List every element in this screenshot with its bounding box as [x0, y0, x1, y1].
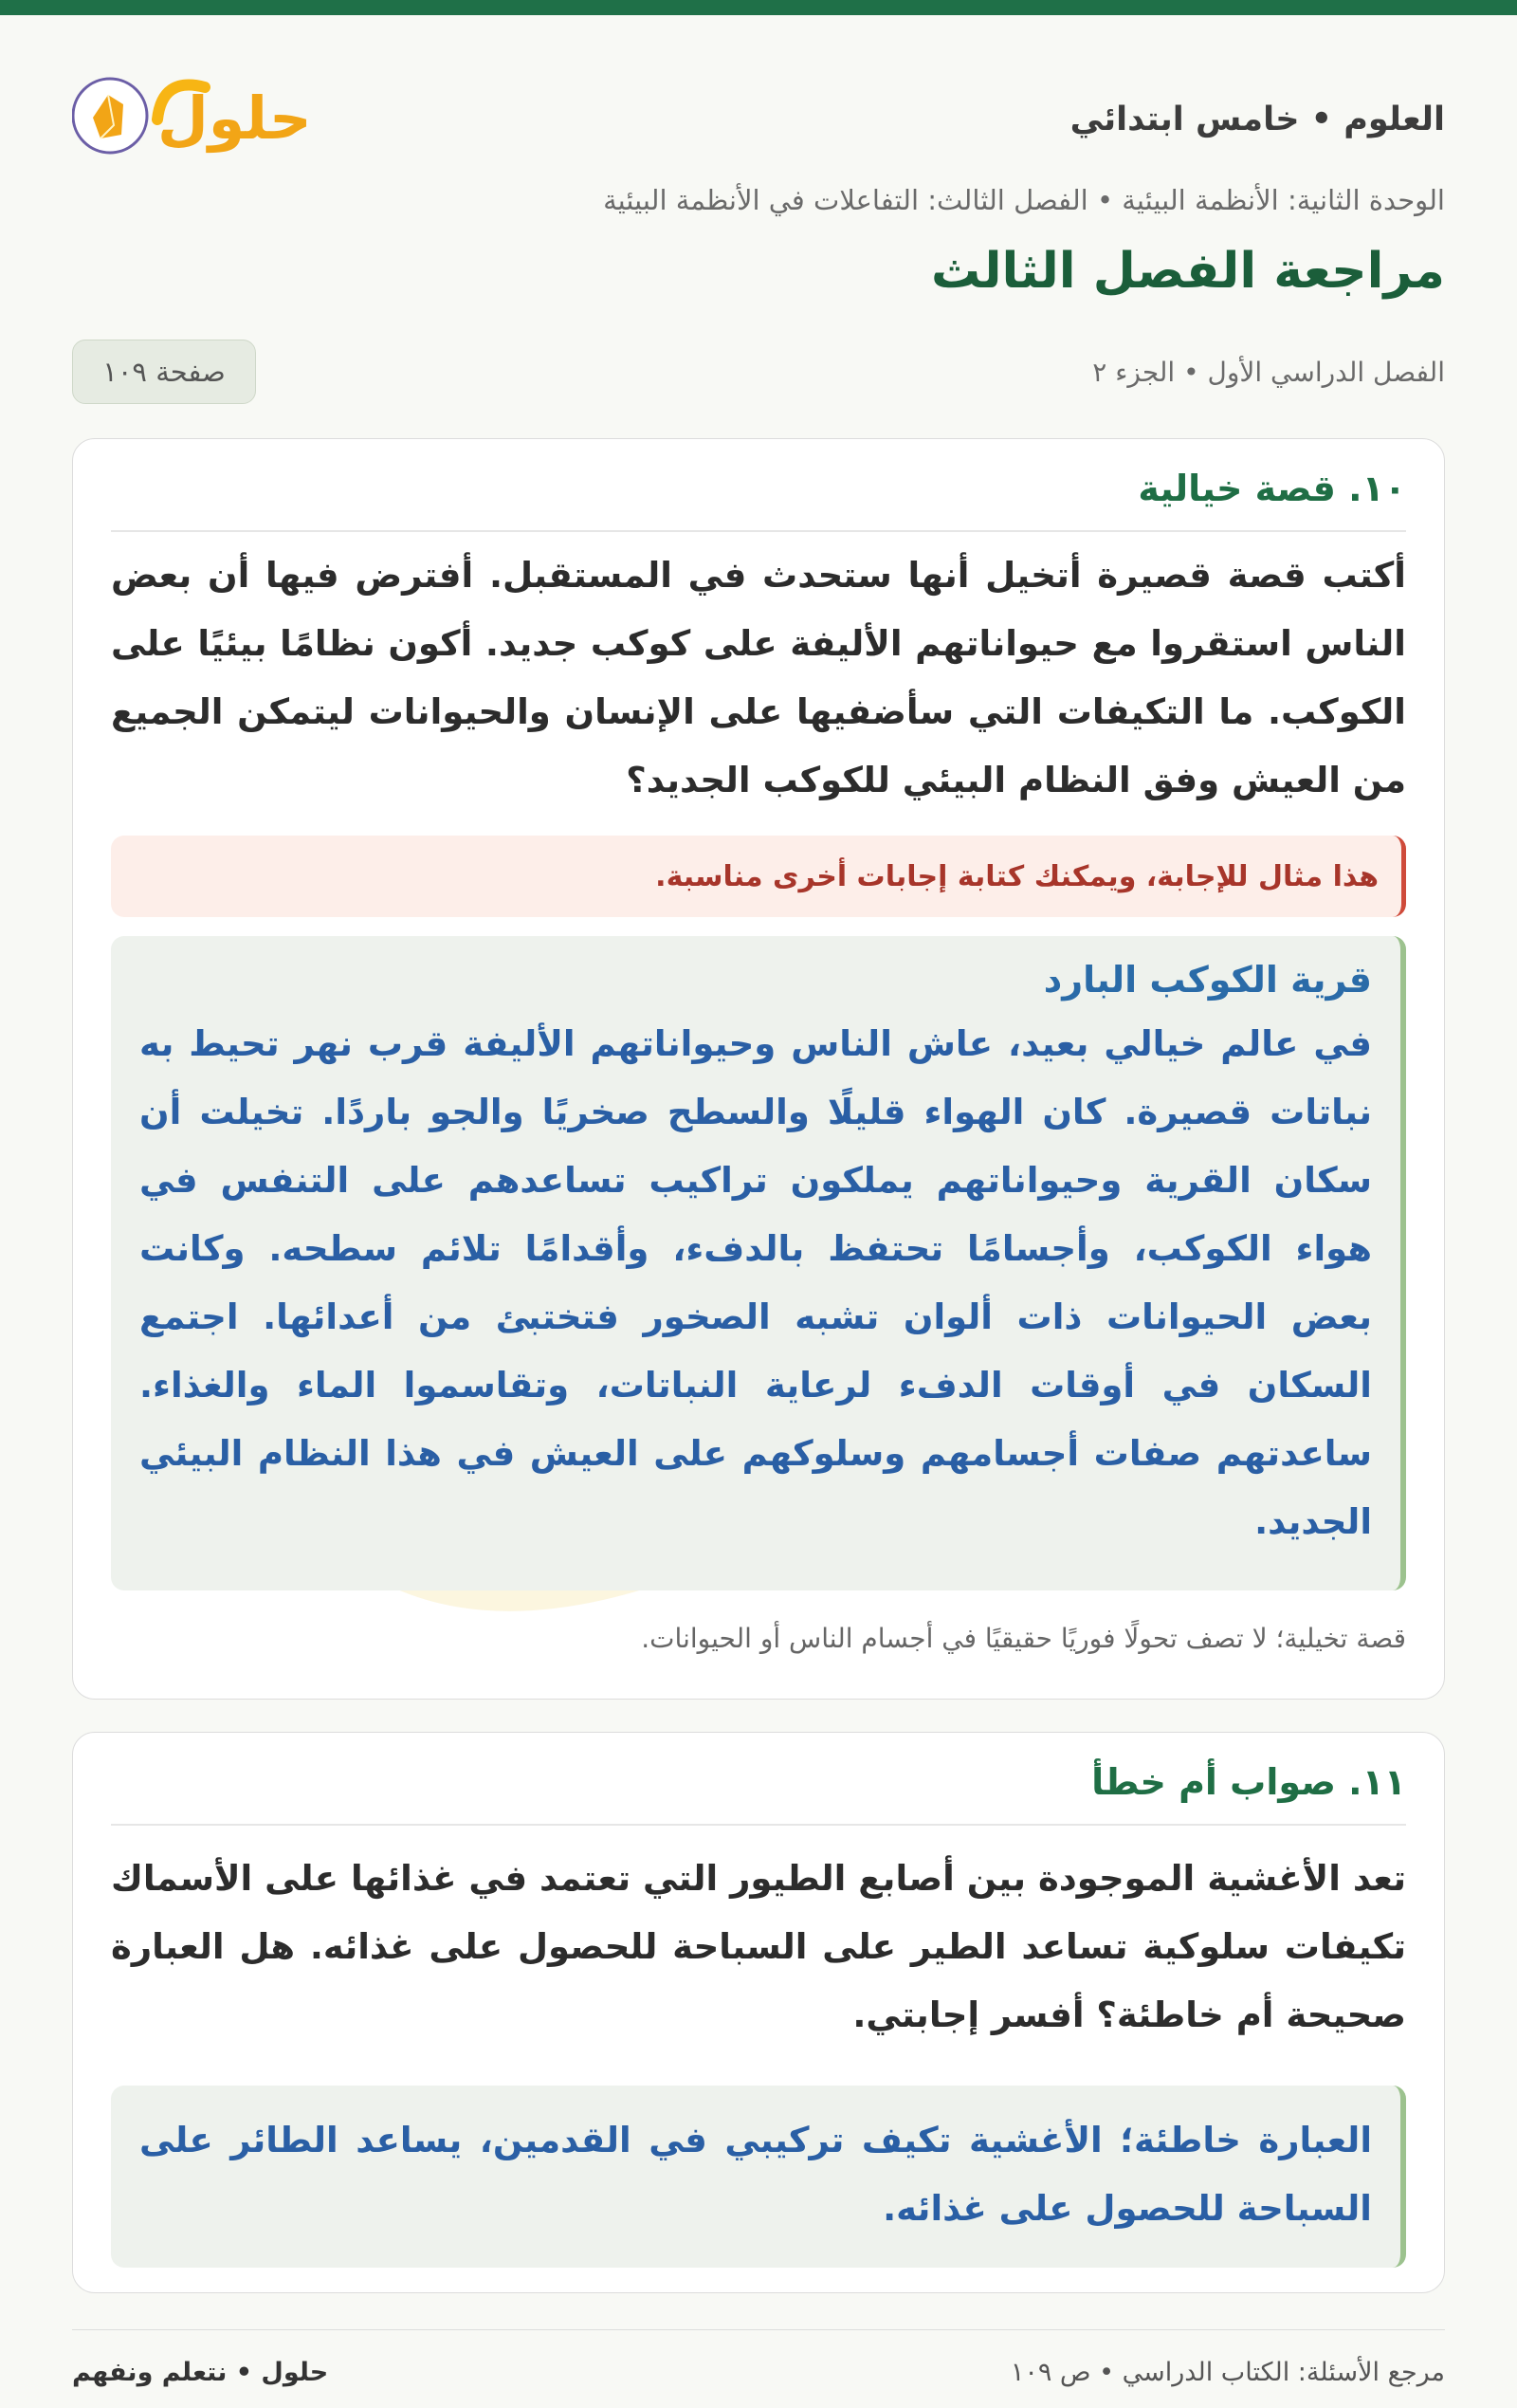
question-text: أكتب قصة قصيرة أتخيل أنها ستحدث في المستقبل. أفترض فيها أن بعض الناس استقروا مع حيواناتهم الأليفة على كوكب جديد. أكون نظامًا بيئيًا على الكوكب. ما التكيفات التي سأضفيها على الإنسان والحيوانات ليتمكن الجميع من العيش وفق النظام البيئي للكوكب الجديد؟ [111, 555, 1406, 800]
example-note-text: هذا مثال للإجابة، ويمكنك كتابة إجابات أخرى مناسبة. [655, 860, 1379, 893]
answer-box [111, 936, 1406, 1590]
example-note [111, 836, 1406, 917]
answer-title: قرية الكوكب البارد [1043, 959, 1372, 1001]
question-title: ١٠. قصة خيالية [1138, 468, 1406, 509]
footer-divider [72, 2329, 1445, 2330]
breadcrumb: الوحدة الثانية: الأنظمة البيئية • الفصل الثالث: التفاعلات في الأنظمة البيئية [603, 184, 1445, 216]
footer-reference: مرجع الأسئلة: الكتاب الدراسي • ص ١٠٩ [1010, 2358, 1445, 2387]
page-number-badge: صفحة ١٠٩ [72, 340, 256, 404]
answer-box [111, 2086, 1406, 2268]
answer-text: العبارة خاطئة؛ الأغشية تكيف تركيبي في القدمين، يساعد الطائر على السباحة للحصول على غذائه. [139, 2120, 1372, 2229]
question-title: ١١. صواب أم خطأ [1091, 1761, 1406, 1803]
story-caption: قصة تخيلية؛ لا تصف تحولًا فوريًا حقيقيًا في أجسام الناس أو الحيوانات. [641, 1623, 1406, 1654]
divider [111, 530, 1406, 532]
semester-meta: الفصل الدراسي الأول • الجزء ٢ [1092, 357, 1445, 388]
footer-brand[interactable]: حلول • نتعلم ونفهم [72, 2358, 329, 2387]
question-card-10 [72, 438, 1445, 1700]
question-card-11 [72, 1732, 1445, 2293]
answer-text: في عالم خيالي بعيد، عاش الناس وحيواناتهم الأليفة قرب نهر تحيط به نباتات قصيرة. كان الهواء قليلًا والسطح صخريًا والجو باردًا. تخيلت أن سكان القرية وحيواناتهم يملكون تراكيب تساعدهم على التنفس في هواء الكوكب، وأجسامًا تحتفظ بالدفء، وأقدامًا تلائم سطحه. وكانت بعض الحيوانات ذات ألوان تشبه الصخور فتختبئ من أعدائها. اجتمع السكان في أوقات الدفء لرعاية النباتات، وتقاسموا الماء والغذاء. ساعدتهم صفات أجسامهم وسلوكهم على العيش في هذا النظام البيئي الجديد. [139, 1023, 1372, 1542]
divider [111, 1824, 1406, 1826]
subject-label: العلوم • خامس ابتدائي [1069, 101, 1445, 138]
question-text: تعد الأغشية الموجودة بين أصابع الطيور التي تعتمد في غذائها على الأسماك تكيفات سلوكية تساعد الطير على السباحة للحصول على غذائه. هل العبارة صحيحة أم خاطئة؟ أفسر إجابتي. [111, 1858, 1406, 2035]
header [72, 63, 1445, 176]
top-accent-bar [0, 0, 1517, 15]
page-title: مراجعة الفصل الثالث [930, 243, 1445, 300]
hulul-logo[interactable] [72, 63, 328, 167]
logo-text: حلول [157, 83, 312, 153]
